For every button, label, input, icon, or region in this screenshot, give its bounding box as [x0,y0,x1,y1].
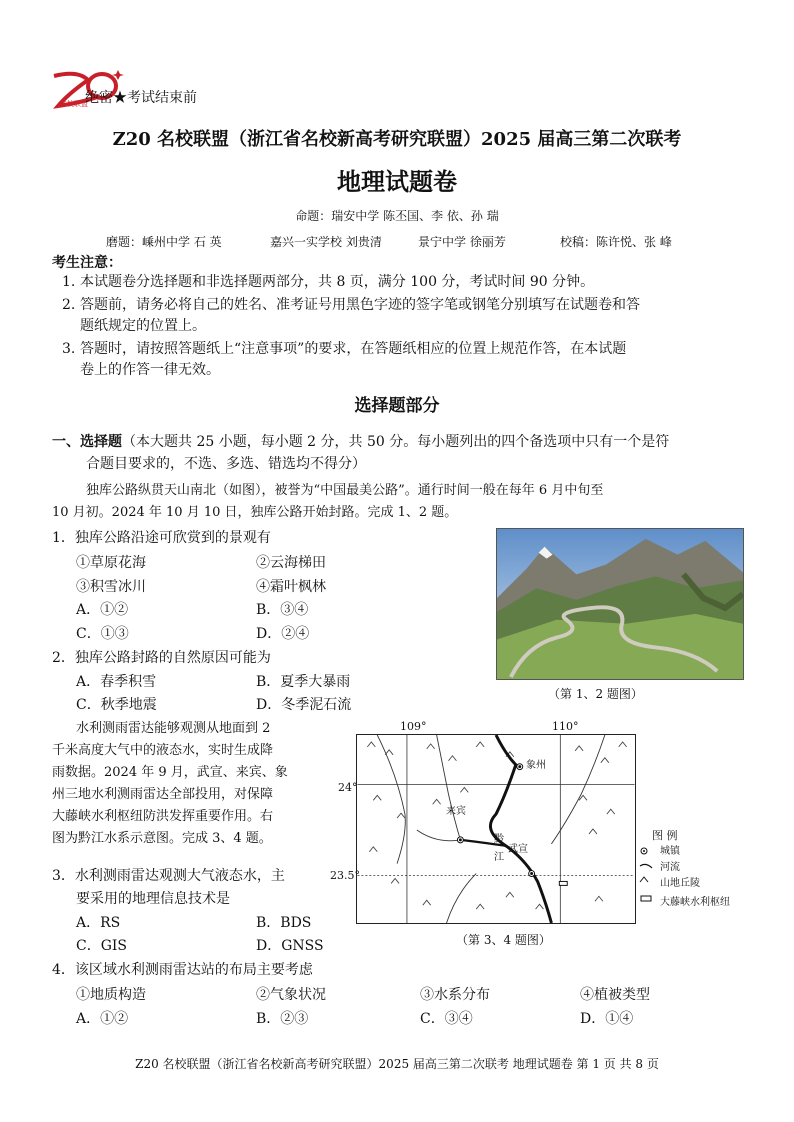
duku-highway-photo [496,528,744,680]
hill-symbols [367,742,626,909]
q1-item: ③积雪冰川 [76,579,146,595]
legend-title: 图 例 [652,829,678,842]
notice-item [62,339,627,381]
q4-option-c[interactable]: C．③④ [420,1011,473,1027]
lat-label-23-5: 23.5° [330,869,360,882]
q4-item: ④植被类型 [580,987,650,1003]
town-label-xiangzhou: 象州 [526,760,546,771]
q2-option-c[interactable]: C．秋季地震 [76,697,157,713]
q4-option-b[interactable]: B．②③ [256,1011,309,1027]
q2-option-b[interactable]: B．夏季大暴雨 [256,674,351,690]
photo-caption: （第 1、2 题图） [548,687,643,701]
q1-option-a[interactable]: A．①② [76,602,129,618]
qianjiang-river-map [356,734,636,924]
exam-title: Z20 名校联盟（浙江省名校新高考研究联盟）2025 届高三第二次联考 [112,129,682,150]
part-title: 选择题部分 [354,396,440,416]
section-heading-text: （本大题共 25 小题，每小题 2 分，共 50 分。每小题列出的四个备选项中只有一个是符 [122,434,670,450]
q4-stem: 4．该区域水利测雨雷达站的布局主要考虑 [52,962,313,978]
section-heading-label: 一、选择题 [52,434,122,450]
q2-option-d[interactable]: D．冬季泥石流 [256,697,352,713]
notice-number: 2. [62,297,76,313]
q1-item: ①草原花海 [76,555,146,571]
section-heading-line2: 合题目要求的，不选、多选、错选均不得分） [86,456,366,472]
q3-option-c[interactable]: C．GIS [76,938,128,954]
notice-number: 3. [62,341,76,357]
dam-marker [559,881,567,885]
notice-line: 题纸规定的位置上。 [80,318,206,334]
q4-item: ①地质构造 [76,987,146,1003]
material2-line: 州三地水利测雨雷达全部投用，对保障 [52,787,274,802]
q4-option-a[interactable]: A．①② [76,1011,129,1027]
q3-option-a[interactable]: A．RS [76,915,121,931]
notice-item [62,272,595,293]
notice-heading: 考生注意： [52,255,122,271]
material1-line1: 独库公路纵贯天山南北（如图），被誉为“中国最美公路”。通行时间一般在每年 6 月中旬至 [86,483,604,498]
map-caption: （第 3、4 题图） [456,933,551,947]
notice-line: 卷上的作答一律无效。 [80,362,220,378]
legend-town: 城镇 [660,846,680,857]
material2-line: 水利测雨雷达能够观测从地面到 2 [76,721,271,736]
logo-label: 名校联盟 [60,100,88,108]
q3-option-d[interactable]: D．GNSS [256,938,324,954]
notice-line: 答题前，请务必将自己的姓名、准考证号用黑色字迹的签字笔或钢笔分别填写在试题卷和答 [80,297,640,313]
q2-stem: 2．独库公路封路的自然原因可能为 [52,650,271,666]
material1-line2: 10 月初。2024 年 10 月 10 日，独库公路开始封路。完成 1、2 题。 [52,505,458,520]
q1-option-b[interactable]: B．③④ [256,602,309,618]
page-footer: Z20 名校联盟（浙江省名校新高考研究联盟）2025 届高三第二次联考 地理试题卷 第 1 页 共 8 页 [135,1057,659,1071]
material2-line: 雨数据。2024 年 9 月，武宣、来宾、象 [52,765,288,780]
material2-line: 图为黔江水系示意图。完成 3、4 题。 [52,831,272,846]
q3-stem-line1: 3．水利测雨雷达观测大气液态水，主 [52,868,285,884]
q1-item: ④霜叶枫林 [256,579,326,595]
legend-hills: 山地丘陵 [660,878,700,889]
notice-item [62,295,640,337]
paper-subtitle: 地理试题卷 [337,168,457,196]
q3-option-b[interactable]: B．BDS [256,915,312,931]
lon-label-110: 110° [552,720,579,733]
legend-river: 河流 [660,862,680,873]
proposers-line: 命题：瑞安中学 陈丕国、李 依、孙 瑞 [295,209,499,223]
q1-item: ②云海梯田 [256,555,326,571]
legend-dam: 大藤峡水利枢纽 [660,897,730,908]
q4-item: ③水系分布 [420,987,490,1003]
q1-stem: 1．独库公路沿途可欣赏到的景观有 [52,530,271,546]
q4-item: ②气象状况 [256,987,326,1003]
town-label-wuxuan: 武宣 [508,844,528,855]
lat-label-24: 24° [338,781,358,794]
q4-option-d[interactable]: D．①④ [580,1011,634,1027]
reviewer-3: 景宁中学 徐丽芳 [418,235,506,249]
reviewer-2: 嘉兴一实学校 刘贵清 [270,235,382,249]
lon-label-109: 109° [400,720,427,733]
notice-number: 1. [62,274,76,290]
notice-line: 答题时，请按照答题纸上“注意事项”的要求，在答题纸相应的位置上规范作答，在本试题 [80,341,627,357]
legend-symbols [638,846,658,908]
q2-option-a[interactable]: A．春季积雪 [76,674,157,690]
q1-option-c[interactable]: C．①③ [76,626,129,642]
section-heading [52,432,669,452]
material2-line: 千米高度大气中的液态水，实时生成降 [52,743,274,758]
river-label-qian: 黔 [494,834,504,845]
q1-option-d[interactable]: D．②④ [256,626,310,642]
secrecy-label: 绝密★考试结束前 [85,90,197,106]
notice-line: 本试题卷分选择题和非选择题两部分，共 8 页，满分 100 分，考试时间 90 分钟。 [80,274,595,290]
material2-line: 大藤峡水利枢纽防洪发挥重要作用。右 [52,809,274,824]
q3-stem-line2: 要采用的地理信息技术是 [76,891,230,907]
reviewer-1: 磨题：嵊州中学 石 英 [106,235,222,249]
reviewer-4: 校稿：陈许悦、张 峰 [560,235,672,249]
town-label-laibin: 来宾 [446,806,466,817]
river-label-jiang: 江 [494,852,504,863]
